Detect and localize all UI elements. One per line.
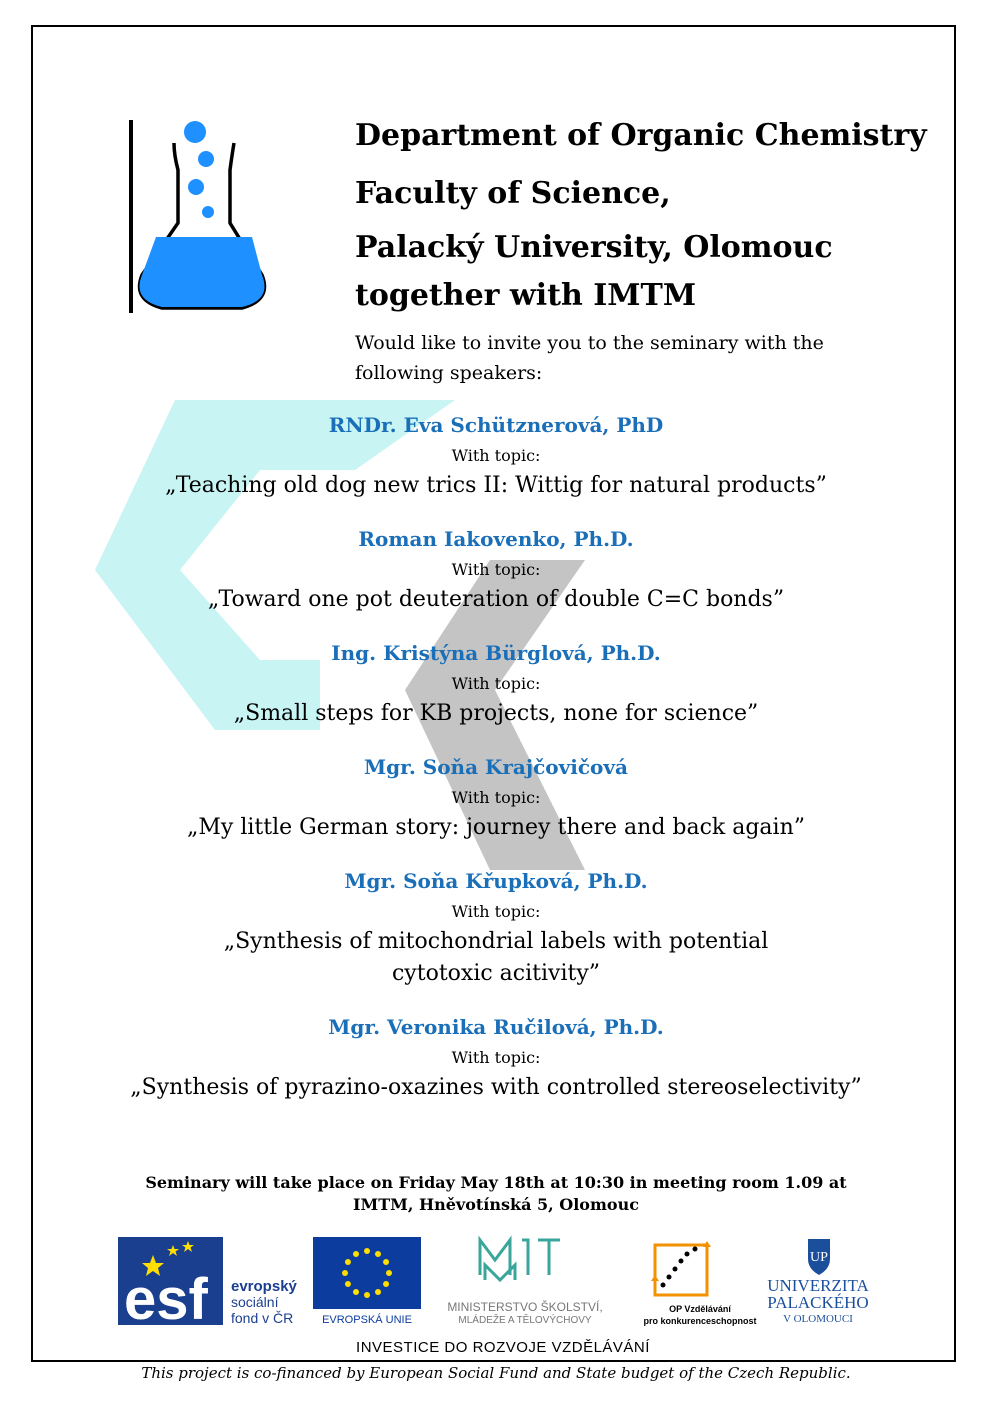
eu-star-icon bbox=[353, 1251, 359, 1257]
seminar-time-place: Seminary will take place on Friday May 18th at 10:30 in meeting room 1.09 at bbox=[145, 1173, 847, 1192]
eu-star-icon bbox=[364, 1292, 370, 1298]
talk-topic: „Synthesis of pyrazino-oxazines with controlled stereoselectivity” bbox=[130, 1075, 862, 1100]
talk-topic: „My little German story: journey there and back again” bbox=[186, 815, 806, 840]
seminar-details bbox=[40, 1172, 952, 1216]
speaker-name: Mgr. Veronika Ručilová, Ph.D. bbox=[328, 1015, 664, 1039]
op-text-1: OP Vzdělávání bbox=[669, 1304, 731, 1314]
eu-star-icon bbox=[375, 1289, 381, 1295]
speaker-name: Ing. Kristýna Bürglová, Ph.D. bbox=[331, 641, 661, 665]
talk-item bbox=[40, 864, 952, 1010]
svg-text:UP: UP bbox=[810, 1250, 828, 1265]
with-topic-label: With topic: bbox=[451, 560, 541, 579]
up-logo-icon bbox=[758, 1235, 878, 1330]
with-topic-label: With topic: bbox=[451, 446, 541, 465]
esf-text-3: fond v ČR bbox=[231, 1310, 294, 1326]
sponsor-logos bbox=[118, 1235, 888, 1360]
eu-star-icon bbox=[342, 1270, 348, 1276]
eu-star-icon bbox=[364, 1248, 370, 1254]
speaker-name: Roman Iakovenko, Ph.D. bbox=[358, 527, 634, 551]
partner-title: together with IMTM bbox=[355, 278, 697, 313]
eu-star-icon bbox=[386, 1270, 392, 1276]
with-topic-label: With topic: bbox=[451, 788, 541, 807]
eu-text: EVROPSKÁ UNIE bbox=[322, 1314, 412, 1326]
esf-text-2: sociální bbox=[231, 1294, 279, 1310]
msmt-text-1: MINISTERSTVO ŠKOLSTVÍ, bbox=[447, 1300, 603, 1314]
investment-slogan: INVESTICE DO ROZVOJE VZDĚLÁVÁNÍ bbox=[356, 1339, 650, 1356]
talk-item bbox=[40, 408, 952, 522]
up-text-3: V OLOMOUCI bbox=[783, 1313, 853, 1325]
department-title: Department of Organic Chemistry bbox=[355, 118, 927, 153]
talk-item bbox=[40, 750, 952, 864]
faculty-title: Faculty of Science, bbox=[355, 176, 671, 211]
talk-topic: „Toward one pot deuteration of double C=C bonds” bbox=[207, 587, 785, 612]
msmt-logo-icon bbox=[430, 1235, 620, 1330]
up-text-1: UNIVERZITA bbox=[767, 1276, 869, 1295]
speaker-name: Mgr. Soňa Křupková, Ph.D. bbox=[344, 869, 648, 893]
speaker-name: Mgr. Soňa Krajčovičová bbox=[364, 755, 628, 779]
op-text-2: pro konkurenceschopnost bbox=[643, 1316, 757, 1326]
talk-topic: „Teaching old dog new trics II: Wittig for natural products” bbox=[165, 473, 827, 498]
talk-topic: „Small steps for KB projects, none for science” bbox=[233, 701, 759, 726]
esf-wordmark: esf bbox=[124, 1267, 208, 1327]
eu-star-icon bbox=[345, 1259, 351, 1265]
university-title: Palacký University, Olomouc bbox=[355, 230, 833, 265]
eu-star-icon bbox=[383, 1281, 389, 1287]
with-topic-label: With topic: bbox=[451, 1048, 541, 1067]
op-logo-icon bbox=[643, 1237, 758, 1332]
with-topic-label: With topic: bbox=[451, 902, 541, 921]
talk-item bbox=[40, 522, 952, 636]
flask-logo-icon bbox=[122, 115, 282, 315]
cofinance-credit: This project is co-financed by European Social Fund and State budget of the Czech Republic. bbox=[141, 1364, 851, 1382]
eu-flag-logo-icon bbox=[313, 1237, 423, 1327]
talk-topic: „Synthesis of mitochondrial labels with potential cytotoxic acitivity” bbox=[223, 929, 769, 986]
msmt-text-2: MLÁDEŽE A TĚLOVÝCHOVY bbox=[458, 1315, 592, 1326]
eu-star-icon bbox=[345, 1281, 351, 1287]
invitation-text: Would like to invite you to the seminary with the following speakers: bbox=[355, 332, 824, 385]
esf-logo-icon bbox=[118, 1237, 308, 1327]
talk-list bbox=[40, 408, 952, 1124]
eu-star-icon bbox=[383, 1259, 389, 1265]
speaker-name: RNDr. Eva Schütznerová, PhD bbox=[328, 413, 664, 437]
up-text-2: PALACKÉHO bbox=[767, 1293, 869, 1312]
esf-text-1: evropský bbox=[231, 1278, 297, 1295]
talk-item bbox=[40, 1010, 952, 1124]
seminar-address: IMTM, Hněvotínská 5, Olomouc bbox=[353, 1195, 639, 1214]
eu-star-icon bbox=[375, 1251, 381, 1257]
with-topic-label: With topic: bbox=[451, 674, 541, 693]
talk-item bbox=[40, 636, 952, 750]
eu-star-icon bbox=[353, 1289, 359, 1295]
